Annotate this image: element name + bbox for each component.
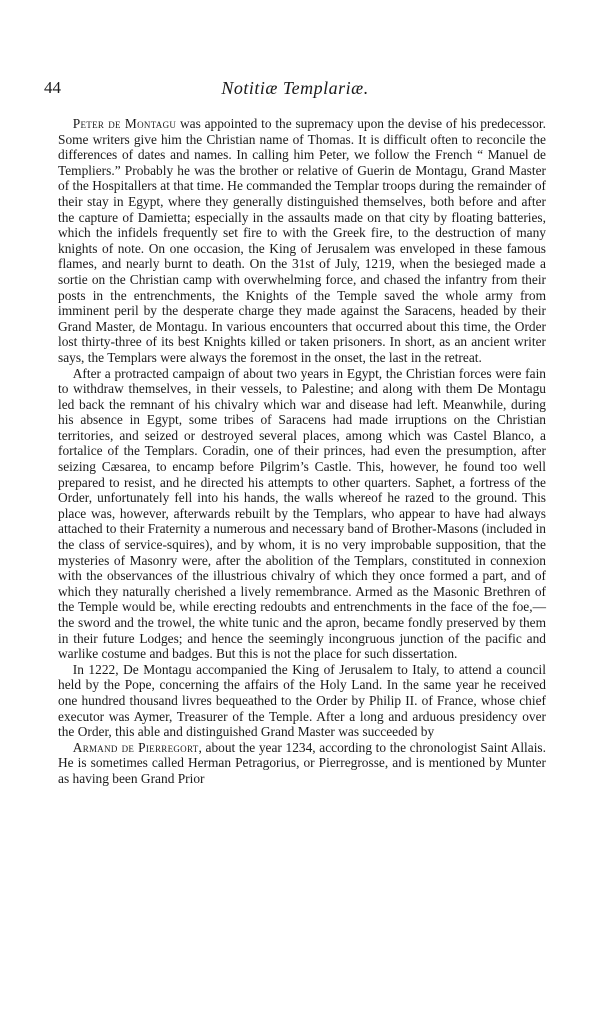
- page-header: [44, 78, 546, 100]
- paragraph-text: was appointed to the supremacy upon the devise of his predecessor. Some writers give him the Christian name of Thomas. It is difficult often to reconcile the differences of dates and names. In calling him Peter, we follow the French “ Manuel de Templiers.” Probably he was the brother or relative of Guerin de Montagu, Grand Master of the Hospitallers at that time. He commanded the Templar troops during the remainder of their stay in Egypt, where they generally distinguished themselves, both before and after the capture of Damietta; especially in the assaults made on that city by floating batteries, which the infidels frequently set fire to with the Greek fire, to the destruction of many knights of note. On one occasion, the King of Jerusalem was enveloped in these famous flames, and nearly burnt to death. On the 31st of July, 1219, when the besieged made a sortie on the Christian camp with overwhelming force, and chased the infantry from their posts in the entrenchments, the Knights of the Temple saved the whole army from imminent peril by the desperate charge they made against the Saracens, headed by their Grand Master, de Montagu. In various encounters that occurred about this time, the Order lost thirty-three of its best Knights killed or taken prisoners. In short, as an ancient writer says, the Templars were always the foremost in the onset, the last in the retreat.: [58, 116, 546, 365]
- name-lead: Peter de Montagu: [72, 116, 177, 131]
- name-lead: Armand de Pierregort: [72, 739, 199, 755]
- running-title: Notitiæ Templariæ.: [221, 78, 369, 98]
- paragraph-text: After a protracted campaign of about two years in Egypt, the Christian forces were fain to withdraw themselves, in their vessels, to Palestine; and along with them De Montagu led back the remnant of his chivalry which war and disease had left. Meanwhile, during his absence in Egypt, some tribes of Saracens had made irruptions on the Christian territories, and seized or destroyed several places, among which was Castel Blanco, a fortalice of the Templars. Coradin, one of their princes, had even the presumption, after seizing Cæsarea, to encamp before Pilgrim’s Castle. This, however, he found too well prepared to resist, and he directed his attempts to other quarters. Saphet, a fortress of the Order, unfortunately fell into his hands, the walls whereof he razed to the ground. This place was, however, afterwards rebuilt by the Templars, who appear to have had always attached to their Fraternity a numerous and necessary band of Brother-Masons (included in the class of service-squires), and by whom, it is no very improbable supposition, that the mysteries of Masonry were, after the abolition of the Templars, constituted in connexion with the observances of the illustrious chivalry of which they once formed a part, and of which they naturally cherished a lively remembrance. Armed as the Masonic Brethren of the Temple would be, while erecting redoubts and entrenchments in the face of the foe,—the sword and the trowel, the white tunic and the apron, became fondly preserved by them in their future Lodges; and hence the seemingly incongruous junction of the pacific and warlike costume and badges. But this is not the place for such dissertation.: [58, 365, 546, 662]
- paragraph-1: [58, 116, 546, 366]
- paragraph-text: In 1222, De Montagu accompanied the King of Jerusalem to Italy, to attend a council held by the Pope, concerning the affairs of the Holy Land. In the same year he received one hundred thousand livres bequeathed to the Order by Philip II. of France, whose chief executor was Aymer, Treasurer of the Temple. After a long and arduous presidency over the Order, this able and distinguished Grand Master was succeeded by: [58, 661, 546, 740]
- paragraph-text: , about the year 1234, according to the chronologist Saint Allais. He is sometimes called Herman Petragorius, or Pierregrosse, and is mentioned by Munter as having been Grand Prior: [58, 739, 546, 786]
- paragraph-3: [58, 662, 546, 740]
- paragraph-4: [58, 740, 546, 787]
- page-number: 44: [44, 78, 61, 97]
- paragraph-2: [58, 366, 546, 662]
- body-text: [58, 116, 546, 787]
